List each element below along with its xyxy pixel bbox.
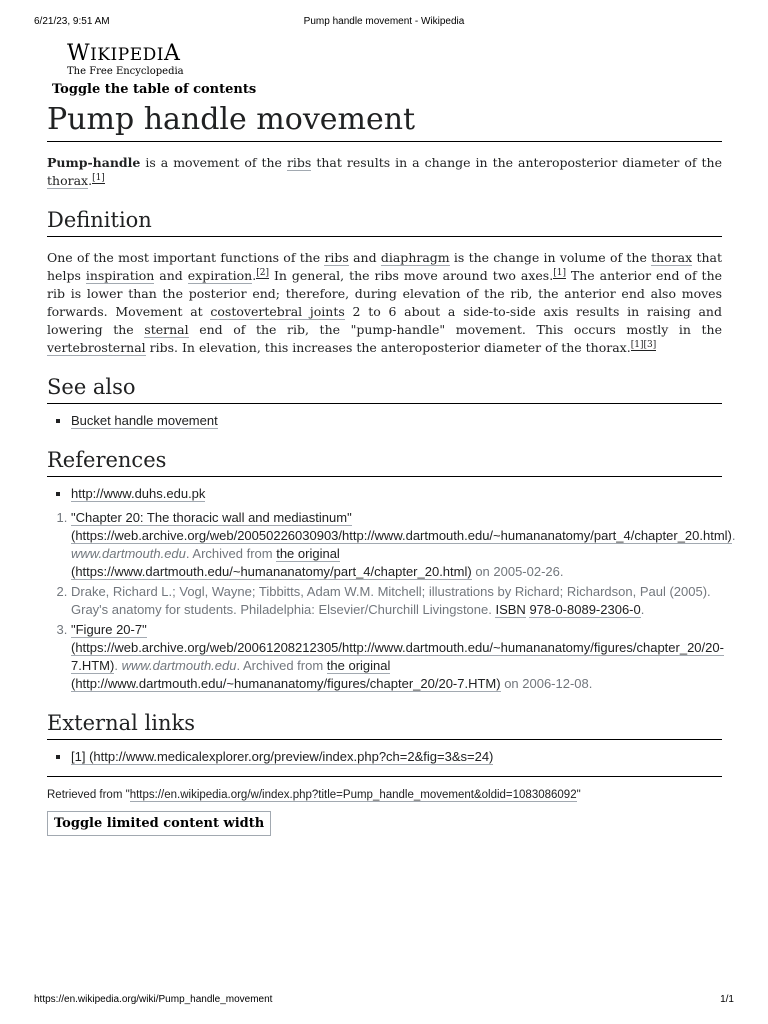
link-inspiration[interactable]: inspiration <box>85 268 155 283</box>
link-duhs[interactable]: http://www.duhs.edu.pk <box>71 486 206 501</box>
heading-external-links: External links <box>47 709 722 740</box>
toggle-content-width-button[interactable]: Toggle limited content width <box>47 811 271 836</box>
reference-item: 3. "Figure 20-7" (https://web.archive.org/web/20061208212305/http://www.dartmouth.edu/~humananatomy/figures/chapter_20/20-7.HTM). www.dartmouth.edu. Archived from the original (http://www.dartmouth.edu/~humananatomy/figures/chapter_20/20-7.HTM) on 2006-12-08. <box>71 621 722 693</box>
link-diaphragm[interactable]: diaphragm <box>380 250 450 265</box>
reference-1-original-link[interactable]: the original (https://www.dartmouth.edu/~humananatomy/part_4/chapter_20.html) <box>71 546 472 579</box>
reference-3-link[interactable]: "Figure 20-7" (https://web.archive.org/web/20061208212305/http://www.dartmouth.edu/~humananatomy/figures/chapter_20/20-7.HTM) <box>71 622 724 673</box>
citation-1[interactable]: [1] <box>92 172 105 183</box>
lead-bold-term: Pump-handle <box>47 155 141 170</box>
print-page-title: Pump handle movement - Wikipedia <box>303 16 465 27</box>
citation-2[interactable]: [2] <box>256 267 269 278</box>
logo-wordmark: WIKIPEDIA <box>67 41 181 66</box>
citation-1[interactable]: [1] <box>630 339 644 350</box>
list-item <box>71 412 722 430</box>
link-ribs[interactable]: ribs <box>324 250 349 265</box>
see-also-list <box>47 412 722 430</box>
isbn-link[interactable]: ISBN <box>495 602 526 617</box>
link-thorax[interactable]: thorax <box>47 173 89 188</box>
link-expiration[interactable]: expiration <box>187 268 253 283</box>
print-page-number: 1/1 <box>720 994 734 1005</box>
article-content <box>47 82 736 836</box>
citation-1[interactable]: [1] <box>553 267 566 278</box>
wikipedia-logo[interactable] <box>67 42 184 77</box>
references-bullet-list <box>47 485 722 503</box>
print-datetime: 6/21/23, 9:51 AM <box>34 16 110 27</box>
definition-paragraph: One of the most important functions of the ribs and diaphragm is the change in volume of the thorax that helps inspiration and expiration.[2] In general, the ribs move around two axes.[1] The anterior end of the rib is lower than the posterior end; therefore, during elevation of the rib, the anterior end also moves forwards. Movement at costovertebral joints 2 to 6 about a side-to-side axis results in raising and lowering the sternal end of the rib, the "pump-handle" movement. This occurs mostly in the vertebrosternal ribs. In elevation, this increases the anteroposterior diameter of the thorax.[1][3] <box>47 250 723 355</box>
reference-item: 2. Drake, Richard L.; Vogl, Wayne; Tibbitts, Adam W.M. Mitchell; illustrations by Richard; Richardson, Paul (2005). Gray's anatomy for students. Philadelphia: Elsevier/Churchill Livingstone. ISBN 978-0-8089-2306-0. <box>71 583 722 619</box>
heading-references: References <box>47 446 722 477</box>
toggle-toc-button[interactable]: Toggle the table of contents <box>52 82 257 97</box>
external-link-medicalexplorer[interactable]: [1] (http://www.medicalexplorer.org/preview/index.php?ch=2&fig=3&s=24) <box>71 749 494 764</box>
list-item <box>71 748 722 766</box>
link-thorax[interactable]: thorax <box>651 250 693 265</box>
reference-item: 1. "Chapter 20: The thoracic wall and mediastinum" (https://web.archive.org/web/20050226030903/http://www.dartmouth.edu/~humananatomy/part_4/chapter_20.html). www.dartmouth.edu. Archived from the original (https://www.dartmouth.edu/~humananatomy/part_4/chapter_20.html) on 2005-02-26. <box>71 509 722 581</box>
link-bucket-handle-movement[interactable]: Bucket handle movement <box>71 413 218 428</box>
link-vertebrosternal[interactable]: vertebrosternal <box>47 340 146 355</box>
link-ribs[interactable]: ribs <box>286 155 312 170</box>
logo-tagline: The Free Encyclopedia <box>67 66 184 77</box>
list-item <box>71 485 722 503</box>
retrieved-from: Retrieved from "https://en.wikipedia.org/w/index.php?title=Pump_handle_movement&oldid=1083086092" <box>47 776 722 801</box>
heading-definition: Definition <box>47 206 722 237</box>
references-list <box>47 509 736 693</box>
citation-3[interactable]: [3] <box>643 339 657 350</box>
link-sternal[interactable]: sternal <box>144 322 189 337</box>
reference-1-link[interactable]: "Chapter 20: The thoracic wall and mediastinum" (https://web.archive.org/web/20050226030903/http://www.dartmouth.edu/~humananatomy/part_4/chapter_20.html) <box>71 510 732 543</box>
isbn-number-link[interactable]: 978-0-8089-2306-0 <box>529 602 641 617</box>
page-title: Pump handle movement <box>47 101 722 142</box>
reference-3-original-link[interactable]: the original (http://www.dartmouth.edu/~humananatomy/figures/chapter_20/20-7.HTM) <box>71 658 501 691</box>
link-costovertebral-joints[interactable]: costovertebral joints <box>210 304 345 319</box>
retrieved-url-link[interactable]: https://en.wikipedia.org/w/index.php?title=Pump_handle_movement&oldid=1083086092 <box>129 789 577 801</box>
lead-paragraph: Pump-handle is a movement of the ribs that results in a change in the anteroposterior diameter of the thorax.[1] <box>47 155 722 188</box>
external-links-list <box>47 748 722 766</box>
print-url: https://en.wikipedia.org/wiki/Pump_handle_movement <box>34 994 273 1005</box>
heading-see-also: See also <box>47 373 722 404</box>
